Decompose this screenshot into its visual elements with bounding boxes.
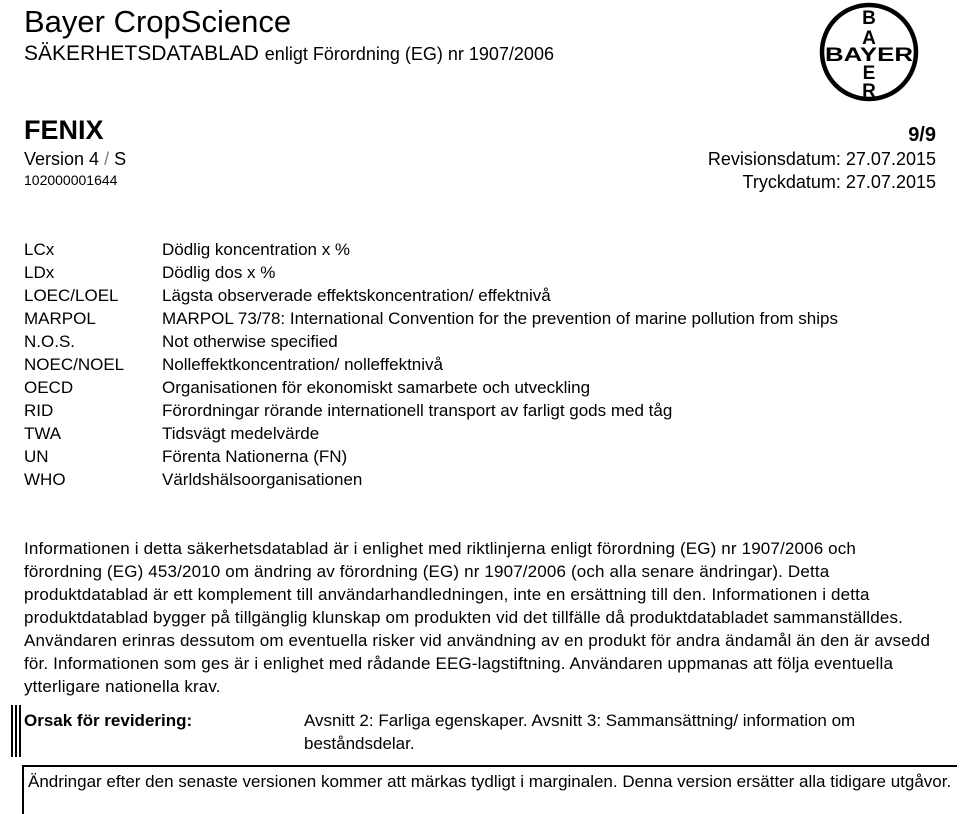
bayer-cross-logo — [815, 2, 923, 102]
document-type — [24, 40, 554, 68]
version-label: Version 4 — [24, 149, 100, 169]
abbreviation-list — [24, 238, 944, 491]
abbreviation-value: Nolleffektkoncentration/ nolleffektnivå — [162, 355, 443, 374]
document-type-title: SÄKERHETSDATABLAD — [24, 42, 259, 65]
information-paragraph: Informationen i detta säkerhetsdatablad är i enlighet med riktlinjerna enligt förordning (EG) nr 1907/2006 och förordning (EG) 453/2010 om ändring av förordning (EG) nr 1907/2006 (och alla senare ändringar). Detta produktdatablad är ett komplement till användarhandledningen, inte en ersättning till den. Informationen i detta produktdatablad bygger på tillgänglig klunskap om produkten vid det tillfälle då produktdatabladet sammanställdes. Användaren erinras dessutom om eventuella risker vid användning av en produkt för andra ändamål än den är avsedd för. Informationen som ges är i enlighet med rådande EEG-lagstiftning. Användaren uppmanas att följa eventuella ytterligare nationella krav. — [24, 539, 931, 696]
regulation-reference: enligt Förordning (EG) nr 1907/2006 — [264, 44, 554, 64]
abbreviation-key: LCx — [24, 240, 55, 259]
abbreviation-row — [24, 445, 944, 468]
abbreviation-key: TWA — [24, 424, 62, 443]
abbreviation-value: Förordningar rörande internationell transport av farligt gods med tåg — [162, 401, 673, 420]
abbreviation-key: NOEC/NOEL — [24, 355, 125, 374]
revision-reason-text: Avsnitt 2: Farliga egenskaper. Avsnitt 3: Sammansättning/ information om beståndsdelar. — [304, 711, 856, 753]
abbreviation-value: Tidsvägt medelvärde — [162, 424, 320, 443]
page-number: 9/9 — [908, 124, 936, 146]
abbreviation-value: Världshälsoorganisationen — [162, 470, 363, 489]
abbreviation-value: Förenta Nationerna (FN) — [162, 447, 348, 466]
company-name: Bayer CropScience — [24, 4, 292, 39]
revision-reason-label: Orsak för revidering: — [24, 711, 193, 730]
abbreviation-row — [24, 422, 944, 445]
abbreviation-key: LDx — [24, 263, 55, 282]
abbreviation-value: Not otherwise specified — [162, 332, 338, 351]
abbreviation-key: N.O.S. — [24, 332, 76, 351]
abbreviation-row — [24, 353, 944, 376]
change-notice: Ändringar efter den senaste versionen kommer att märkas tydligt i marginalen. Denna version ersätter alla tidigare utgåvor. — [22, 765, 957, 814]
abbreviation-value: Organisationen för ekonomiskt samarbete och utveckling — [162, 378, 591, 397]
abbreviation-key: RID — [24, 401, 54, 420]
revision-date: Revisionsdatum: 27.07.2015 — [707, 149, 936, 169]
print-date: Tryckdatum: 27.07.2015 — [742, 172, 936, 192]
abbreviation-row — [24, 468, 944, 491]
abbreviation-row — [24, 307, 944, 330]
abbreviation-key: LOEC/LOEL — [24, 286, 119, 305]
document-number: 102000001644 — [24, 172, 118, 188]
logo-letter-a: A — [862, 28, 876, 49]
abbreviation-key: WHO — [24, 470, 66, 489]
abbreviation-row — [24, 261, 944, 284]
version-code: S — [114, 149, 127, 169]
product-name: FENIX — [24, 115, 104, 145]
version-separator: / — [104, 149, 110, 169]
abbreviation-value: Dödlig dos x % — [162, 263, 276, 282]
abbreviation-value: Dödlig koncentration x % — [162, 240, 351, 259]
abbreviation-row — [24, 284, 944, 307]
logo-letter-b-top: B — [862, 8, 876, 29]
abbreviation-row — [24, 399, 944, 422]
logo-letter-r: R — [862, 81, 876, 102]
abbreviation-row — [24, 376, 944, 399]
abbreviation-row — [24, 330, 944, 353]
logo-letter-e: E — [862, 63, 876, 84]
version-info — [24, 148, 126, 170]
abbreviation-row — [24, 238, 944, 261]
abbreviation-value: MARPOL 73/78: International Convention for the prevention of marine pollution from ships — [162, 309, 838, 328]
revision-margin-marker — [11, 705, 21, 757]
logo-word-bayer: BAYER — [825, 45, 914, 66]
abbreviation-value: Lägsta observerade effektskoncentration/ effektnivå — [162, 286, 551, 305]
abbreviation-key: UN — [24, 447, 49, 466]
abbreviation-key: OECD — [24, 378, 74, 397]
abbreviation-key: MARPOL — [24, 309, 96, 328]
